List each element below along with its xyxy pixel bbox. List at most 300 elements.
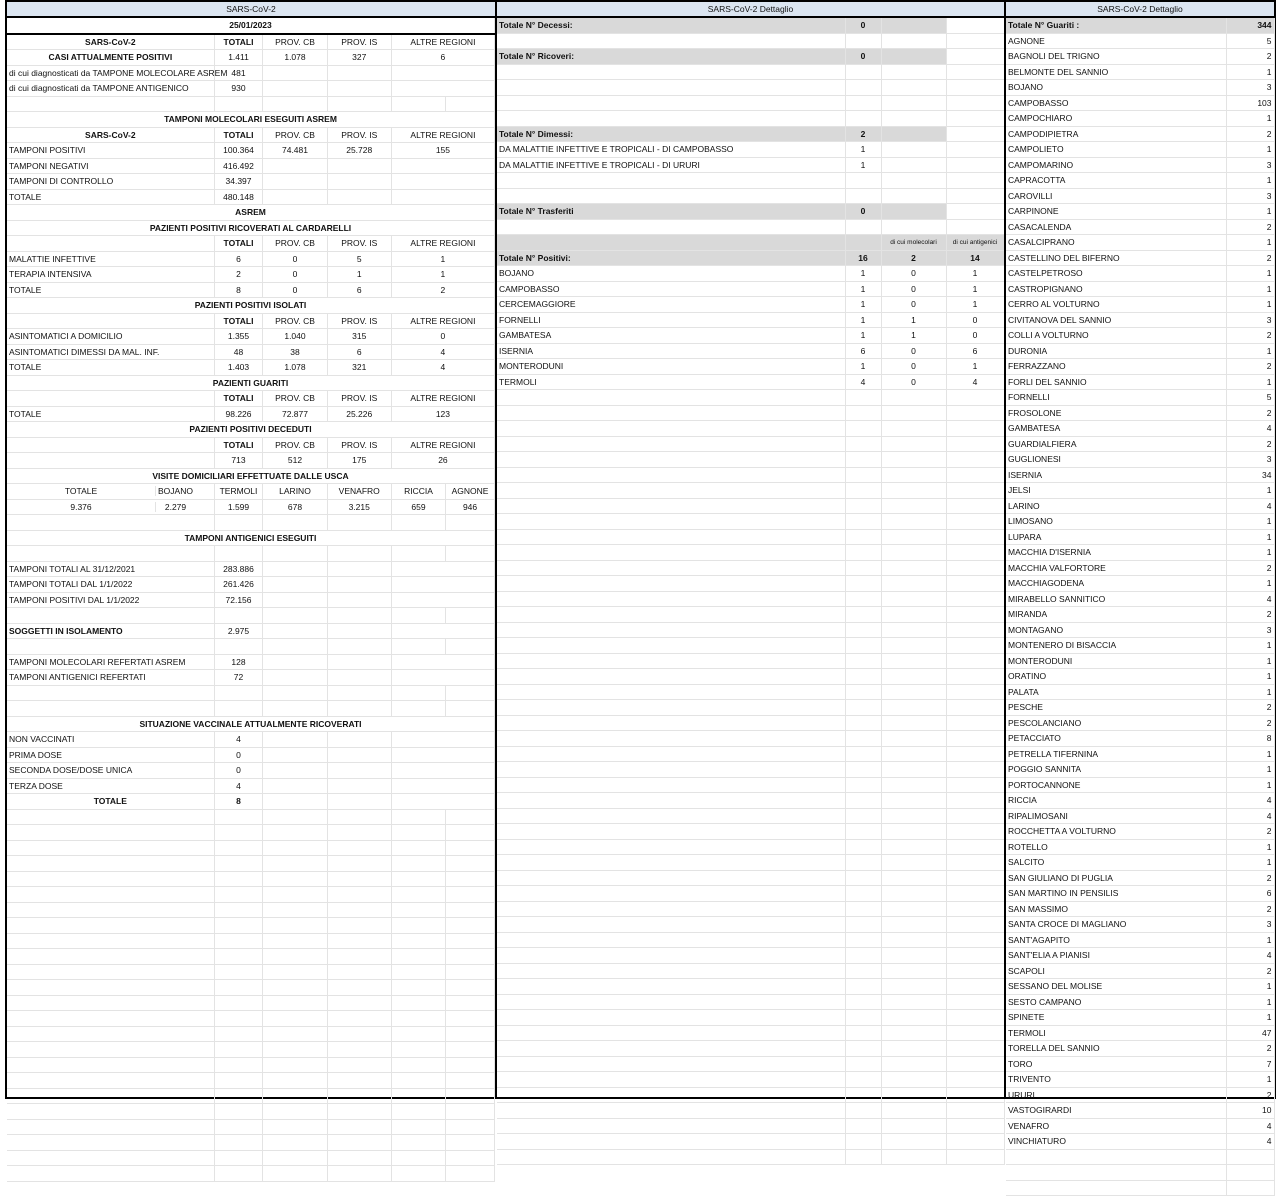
guariti-comune-row (1006, 762, 1274, 778)
cell (881, 18, 946, 33)
empty-row (497, 824, 1004, 840)
cell (881, 204, 946, 220)
cell: 6 (1226, 886, 1274, 902)
cell (446, 685, 495, 701)
cell (263, 1073, 327, 1089)
cell (845, 979, 881, 995)
cell (946, 746, 1004, 762)
cell: 2 (1226, 560, 1274, 576)
cell: PROV. CB (263, 437, 327, 453)
cell (327, 1026, 391, 1042)
cell (263, 871, 327, 887)
cell (881, 808, 946, 824)
cell (391, 685, 445, 701)
cell: 2 (1226, 250, 1274, 266)
guariti-comune-row (1006, 421, 1274, 437)
empty-row (497, 33, 1004, 49)
cell (214, 964, 263, 980)
cell: 123 (391, 406, 494, 422)
cell (845, 793, 881, 809)
cell: 34.397 (214, 174, 263, 190)
cell (881, 157, 946, 173)
cell (881, 591, 946, 607)
cell: 0 (845, 204, 881, 220)
cell: 2 (1226, 359, 1274, 375)
cell (263, 189, 327, 205)
cell: 1 (1226, 746, 1274, 762)
cell: ORATINO (1006, 669, 1226, 685)
guariti-comune-row (1006, 855, 1274, 871)
cell (845, 917, 881, 933)
cell: 1 (845, 142, 881, 158)
cell (327, 902, 391, 918)
cell (214, 1104, 263, 1120)
cell (446, 546, 495, 562)
cell (497, 622, 845, 638)
cell (263, 887, 327, 903)
cell: 0 (881, 359, 946, 375)
cell: 6 (327, 282, 391, 298)
cell (214, 1166, 263, 1182)
empty-row (497, 591, 1004, 607)
usca-cell: 1.599 (214, 499, 263, 515)
cell (497, 917, 845, 933)
cell: TAMPONI POSITIVI DAL 1/1/2022 (7, 592, 214, 608)
cell (946, 1149, 1004, 1165)
cell (214, 639, 263, 655)
cell: 3 (1226, 312, 1274, 328)
cell: GUARDIALFIERA (1006, 436, 1226, 452)
cell (391, 778, 494, 794)
cell: 8 (214, 282, 263, 298)
cell (845, 824, 881, 840)
empty-row (7, 96, 495, 112)
guariti-comune-row (1006, 979, 1274, 995)
cell (263, 763, 327, 779)
cell: SESSANO DEL MOLISE (1006, 979, 1226, 995)
cell (845, 700, 881, 716)
cell (845, 1025, 881, 1041)
cell: VISITE DOMICILIARI EFFETTUATE DALLE USCA (7, 468, 495, 484)
cell (881, 126, 946, 142)
cell (946, 405, 1004, 421)
cell (881, 855, 946, 871)
cell (497, 886, 845, 902)
cell (881, 653, 946, 669)
empty-row (497, 219, 1004, 235)
cell: 14 (946, 250, 1004, 266)
cell: 2 (214, 267, 263, 283)
cell (263, 685, 327, 701)
empty-row (497, 731, 1004, 747)
cell: 1 (1226, 111, 1274, 127)
cell: 1 (1226, 777, 1274, 793)
cell (1006, 1180, 1226, 1196)
guariti-comune-row (1006, 963, 1274, 979)
cell (881, 932, 946, 948)
cell (881, 762, 946, 778)
cell (946, 64, 1004, 80)
cell: Totale N° Guariti : (1006, 18, 1226, 33)
cell (845, 95, 881, 111)
empty-row (497, 793, 1004, 809)
cell (946, 638, 1004, 654)
cell (497, 607, 845, 623)
cell: 1 (1226, 297, 1274, 313)
cell: SAN GIULIANO DI PUGLIA (1006, 870, 1226, 886)
cell (214, 980, 263, 996)
empty-row (7, 515, 495, 531)
cell: 2 (845, 126, 881, 142)
cell: 0 (881, 266, 946, 282)
cell (845, 653, 881, 669)
cell (946, 421, 1004, 437)
cell (327, 577, 391, 593)
cell (845, 746, 881, 762)
cell (327, 887, 391, 903)
recovered-table (1006, 18, 1275, 1196)
cell (881, 963, 946, 979)
cell: PAZIENTI POSITIVI ISOLATI (7, 298, 495, 314)
cell (7, 1104, 214, 1120)
cell: 98.226 (214, 406, 263, 422)
cell (946, 591, 1004, 607)
cell (391, 918, 445, 934)
cell (391, 856, 445, 872)
cell: TERMOLI (497, 374, 845, 390)
cell: 2 (1226, 436, 1274, 452)
cell (946, 622, 1004, 638)
cell: TORELLA DEL SANNIO (1006, 1041, 1226, 1057)
cell: SANTA CROCE DI MAGLIANO (1006, 917, 1226, 933)
cell (7, 856, 214, 872)
cell (497, 824, 845, 840)
cell (7, 608, 214, 624)
deceduti-row (7, 453, 495, 469)
cell (946, 684, 1004, 700)
cell (845, 591, 881, 607)
cell (391, 840, 445, 856)
cell: 1 (1226, 529, 1274, 545)
guariti-comune-row (1006, 808, 1274, 824)
cell (327, 654, 391, 670)
tamponi-row (7, 189, 495, 205)
cell (946, 762, 1004, 778)
cell (391, 995, 445, 1011)
cell: 4 (1226, 591, 1274, 607)
cell (391, 1042, 445, 1058)
cell: ROCCHETTA A VOLTURNO (1006, 824, 1226, 840)
cell: 0 (214, 763, 263, 779)
cell (263, 1057, 327, 1073)
cell (881, 777, 946, 793)
cell (446, 825, 495, 841)
guariti-comune-row (1006, 932, 1274, 948)
cell: POGGIO SANNITA (1006, 762, 1226, 778)
cell: 2 (1226, 219, 1274, 235)
cell: DA MALATTIE INFETTIVE E TROPICALI - DI URURI (497, 157, 845, 173)
cell (327, 732, 391, 748)
cell (446, 1135, 495, 1151)
cell: 1 (1226, 64, 1274, 80)
cell: 1 (845, 359, 881, 375)
dimessi-detail-row (497, 157, 1004, 173)
cell: ROTELLO (1006, 839, 1226, 855)
cell: 38 (263, 344, 327, 360)
cell: 1 (391, 267, 494, 283)
cell (7, 995, 214, 1011)
cell (327, 1073, 391, 1089)
cell (946, 963, 1004, 979)
empty-row (7, 1135, 495, 1151)
cell: 321 (327, 360, 391, 376)
guariti-comune-row (1006, 560, 1274, 576)
cell (1226, 1149, 1274, 1165)
cell (845, 715, 881, 731)
cell (446, 1119, 495, 1135)
cell: 4 (1226, 793, 1274, 809)
cell (497, 498, 845, 514)
cell: 261.426 (214, 577, 263, 593)
cell (214, 871, 263, 887)
cell: 5 (1226, 390, 1274, 406)
cell (845, 421, 881, 437)
cell (497, 467, 845, 483)
guariti-comune-row (1006, 452, 1274, 468)
guariti-comune-row (1006, 994, 1274, 1010)
positivi-row (497, 281, 1004, 297)
cell (497, 64, 845, 80)
cell (327, 685, 391, 701)
cell (263, 809, 327, 825)
cell (845, 1010, 881, 1026)
cell (845, 498, 881, 514)
cell: 48 (214, 344, 263, 360)
cell (497, 576, 845, 592)
cell (7, 964, 214, 980)
cell (845, 932, 881, 948)
cell: ALTRE REGIONI (391, 236, 494, 252)
casi-row (7, 50, 495, 66)
positivi-row (497, 312, 1004, 328)
cell: 8 (1226, 731, 1274, 747)
cell (263, 639, 327, 655)
cell (881, 994, 946, 1010)
cell (391, 763, 494, 779)
cell: VENAFRO (1006, 1118, 1226, 1134)
cell (263, 747, 327, 763)
cell (845, 777, 881, 793)
cell: 1 (1226, 514, 1274, 530)
empty-row (7, 949, 495, 965)
cell (391, 623, 494, 639)
cell: TOTALE (7, 360, 214, 376)
cell (881, 560, 946, 576)
cell (497, 1056, 845, 1072)
cell (263, 1104, 327, 1120)
cell (497, 1010, 845, 1026)
cell (263, 1011, 327, 1027)
cell (327, 608, 391, 624)
cell: 175 (327, 453, 391, 469)
diag-mol-row (7, 65, 495, 81)
cell (446, 949, 495, 965)
cell: TOTALI (214, 437, 263, 453)
cell: 1 (1226, 669, 1274, 685)
cell (7, 1135, 214, 1151)
usca-cell: 678 (263, 499, 327, 515)
empty-row (497, 932, 1004, 948)
refertati-row (7, 654, 495, 670)
cell: 155 (391, 143, 494, 159)
cell (391, 732, 494, 748)
empty-row (497, 467, 1004, 483)
decessi-row (497, 18, 1004, 33)
cell (327, 1119, 391, 1135)
cell: 25.226 (327, 406, 391, 422)
cell (881, 607, 946, 623)
cell (7, 546, 214, 562)
cell (881, 80, 946, 96)
guariti-comune-row (1006, 111, 1274, 127)
cell (497, 1134, 845, 1150)
cell: 0 (263, 267, 327, 283)
empty-row (497, 452, 1004, 468)
cell: 1.411 (214, 50, 263, 66)
cell (263, 1042, 327, 1058)
empty-row (497, 762, 1004, 778)
cell (263, 794, 327, 810)
empty-row (7, 1119, 495, 1135)
cell (391, 670, 494, 686)
cell: 4 (391, 344, 494, 360)
cell (881, 452, 946, 468)
cell: SPINETE (1006, 1010, 1226, 1026)
cell: Totale N° Dimessi: (497, 126, 845, 142)
usca-row (7, 484, 495, 500)
cell: MONTERODUNI (497, 359, 845, 375)
empty-row (497, 917, 1004, 933)
cell: CASTROPIGNANO (1006, 281, 1226, 297)
empty-row (497, 746, 1004, 762)
cell: PESCHE (1006, 700, 1226, 716)
cell (391, 1166, 445, 1182)
cell: CAPRACOTTA (1006, 173, 1226, 189)
cell: 2 (1226, 963, 1274, 979)
cell: 1 (1226, 235, 1274, 251)
empty-row (7, 1166, 495, 1182)
cell: 1 (845, 297, 881, 313)
cell (845, 1103, 881, 1119)
cell: TERZA DOSE (7, 778, 214, 794)
cell (497, 1041, 845, 1057)
cell (391, 608, 445, 624)
cell (946, 49, 1004, 65)
cell: ALTRE REGIONI (391, 437, 494, 453)
cell (391, 654, 494, 670)
usca-cell: 2.279 (164, 501, 187, 512)
cell (497, 948, 845, 964)
cell (446, 964, 495, 980)
cell: 1 (1226, 994, 1274, 1010)
cell: 103 (1226, 95, 1274, 111)
cell: TAMPONI TOTALI DAL 1/1/2022 (7, 577, 214, 593)
cell (391, 871, 445, 887)
section-title-row (7, 298, 495, 314)
cell: ASREM (7, 205, 495, 221)
cell: 2 (1226, 1041, 1274, 1057)
cell (845, 870, 881, 886)
cell: 4 (1226, 1134, 1274, 1150)
cell: 6 (845, 343, 881, 359)
cell: PROV. IS (327, 236, 391, 252)
section-title-row (7, 468, 495, 484)
isolamento-row (7, 623, 495, 639)
cell (214, 1042, 263, 1058)
cell (497, 219, 845, 235)
cell (7, 639, 214, 655)
cell: 72.877 (263, 406, 327, 422)
cell (946, 932, 1004, 948)
ricoverati-row (7, 251, 495, 267)
empty-row (497, 638, 1004, 654)
cell (497, 1072, 845, 1088)
cell: PROV. CB (263, 313, 327, 329)
cell (327, 1150, 391, 1166)
cell (845, 483, 881, 499)
cell (946, 467, 1004, 483)
cell (446, 515, 495, 531)
cell (214, 949, 263, 965)
empty-row (7, 608, 495, 624)
cell: 0 (881, 374, 946, 390)
cell: BAGNOLI DEL TRIGNO (1006, 49, 1226, 65)
usca-cell: AGNONE (446, 484, 495, 500)
cell (446, 1104, 495, 1120)
cell (263, 1088, 327, 1104)
empty-row (497, 839, 1004, 855)
cell (881, 979, 946, 995)
cell (263, 158, 327, 174)
empty-row (7, 1104, 495, 1120)
guariti-total-row (1006, 18, 1274, 33)
column-header-row (7, 391, 495, 407)
empty-row (7, 995, 495, 1011)
cell (845, 529, 881, 545)
empty-row (497, 870, 1004, 886)
empty-row (497, 1025, 1004, 1041)
cell: 1 (881, 312, 946, 328)
section-title-row (7, 375, 495, 391)
cell: 1 (327, 267, 391, 283)
cell (391, 794, 494, 810)
guariti-comune-row (1006, 49, 1274, 65)
cell: CAMPOBASSO (497, 281, 845, 297)
cell: ISERNIA (497, 343, 845, 359)
positivi-subheader-row (497, 235, 1004, 251)
guariti-comune-row (1006, 700, 1274, 716)
recovered-panel (1004, 0, 1276, 1147)
cell: TOTALI (214, 34, 263, 50)
cell: Totale N° Positivi: (497, 250, 845, 266)
cell (214, 902, 263, 918)
cell (263, 546, 327, 562)
usca-cell: 659 (391, 499, 445, 515)
cell: 7 (1226, 1056, 1274, 1072)
cell (497, 870, 845, 886)
cell (946, 1103, 1004, 1119)
cell: SANT'AGAPITO (1006, 932, 1226, 948)
